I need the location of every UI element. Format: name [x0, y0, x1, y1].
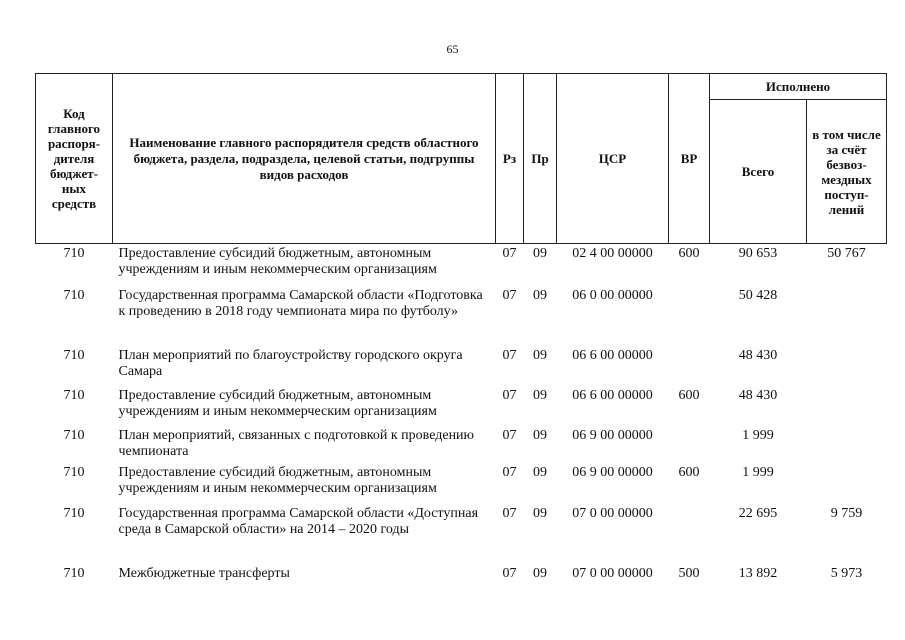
cell-rz: 07 [502, 387, 517, 403]
cell-pr: 09 [533, 387, 547, 403]
cell-rz: 07 [502, 287, 517, 303]
cell-name: Межбюджетные трансферты [118, 565, 290, 581]
table-row [36, 504, 887, 564]
cell-csr: 06 6 00 00000 [572, 347, 653, 363]
cell-vr: 500 [678, 565, 700, 581]
cell-code: 710 [63, 427, 85, 443]
cell-vr [669, 286, 710, 346]
cell-pr: 09 [533, 427, 547, 443]
cell-csr: 06 9 00 00000 [572, 464, 653, 480]
cell-name: Предоставление субсидий бюджетным, автономным учреждениям и иным некоммерческим организациям [118, 246, 437, 277]
table-row [36, 386, 887, 426]
table-row [36, 426, 887, 463]
cell-vr: 600 [678, 246, 700, 261]
cell-vr: 600 [678, 387, 700, 403]
cell-free [807, 463, 887, 504]
header-name: Наименование главного распорядителя средств областного бюджета, раздела, подраздела, целевой статьи, подгруппы видов расходов [113, 74, 496, 244]
cell-rz: 07 [502, 505, 517, 521]
cell-vr [669, 426, 710, 463]
cell-name: План мероприятий по благоустройству городского округа Самара [118, 347, 463, 379]
cell-total: 48 430 [738, 387, 778, 403]
table-row [36, 564, 887, 594]
table-body [36, 244, 887, 594]
cell-total: 1 999 [742, 427, 774, 443]
cell-csr: 06 9 00 00000 [572, 427, 653, 443]
cell-rz: 07 [502, 464, 517, 480]
cell-code: 710 [63, 246, 85, 261]
cell-total: 1 999 [742, 464, 774, 480]
cell-code: 710 [63, 565, 85, 581]
page-number: 65 [446, 42, 459, 56]
cell-pr: 09 [533, 246, 547, 261]
header-executed: Исполнено [710, 74, 887, 100]
cell-name: Государственная программа Самарской области «Подготовка к проведению в 2018 году чемпионата мира по футболу» [118, 287, 483, 319]
cell-free [807, 426, 887, 463]
table-row [36, 286, 887, 346]
cell-code: 710 [63, 347, 85, 363]
header-pr: Пр [524, 74, 557, 244]
cell-total: 50 428 [738, 287, 778, 303]
budget-table [35, 73, 887, 594]
cell-name: Предоставление субсидий бюджетным, автономным учреждениям и иным некоммерческим организациям [118, 387, 437, 419]
cell-pr: 09 [533, 287, 547, 303]
cell-free: 50 767 [827, 246, 866, 261]
table-header [36, 74, 887, 244]
cell-free [807, 286, 887, 346]
header-vr: ВР [669, 74, 710, 244]
cell-pr: 09 [533, 565, 547, 581]
cell-code: 710 [63, 464, 85, 480]
header-total: Всего [710, 100, 807, 244]
cell-csr: 06 0 00 00000 [572, 287, 653, 303]
cell-rz: 07 [502, 427, 517, 443]
cell-free: 5 973 [830, 565, 863, 581]
cell-pr: 09 [533, 347, 547, 363]
cell-vr: 600 [678, 464, 700, 480]
cell-vr [669, 346, 710, 386]
cell-csr: 07 0 00 00000 [572, 565, 653, 581]
cell-name: План мероприятий, связанных с подготовкой к проведению чемпионата [118, 427, 475, 459]
cell-pr: 09 [533, 464, 547, 480]
cell-name: Государственная программа Самарской области «Доступная среда в Самарской области» на 2014 – 2020 годы [118, 505, 479, 537]
cell-csr: 06 6 00 00000 [572, 387, 653, 403]
cell-free [807, 346, 887, 386]
header-code: Код главного распоря-дителя бюджет-ных средств [36, 74, 113, 244]
cell-code: 710 [63, 387, 85, 403]
cell-total: 22 695 [738, 505, 778, 521]
header-rz: Рз [496, 74, 524, 244]
cell-rz: 07 [502, 246, 517, 261]
cell-csr: 02 4 00 00000 [572, 246, 653, 261]
cell-free: 9 759 [830, 505, 863, 521]
table-row [36, 463, 887, 504]
cell-free [807, 386, 887, 426]
cell-rz: 07 [502, 347, 517, 363]
table-row [36, 244, 887, 286]
header-free: в том числе за счёт безвоз-мездных поступ-лений [807, 100, 887, 244]
table-row [36, 346, 887, 386]
cell-name: Предоставление субсидий бюджетным, автономным учреждениям и иным некоммерческим организациям [118, 464, 437, 496]
header-csr: ЦСР [557, 74, 669, 244]
cell-code: 710 [63, 287, 85, 303]
cell-vr [669, 504, 710, 564]
cell-total: 90 653 [738, 246, 778, 261]
cell-rz: 07 [502, 565, 517, 581]
cell-code: 710 [63, 505, 85, 521]
cell-total: 48 430 [738, 347, 778, 363]
cell-total: 13 892 [738, 565, 778, 581]
cell-pr: 09 [533, 505, 547, 521]
cell-csr: 07 0 00 00000 [572, 505, 653, 521]
